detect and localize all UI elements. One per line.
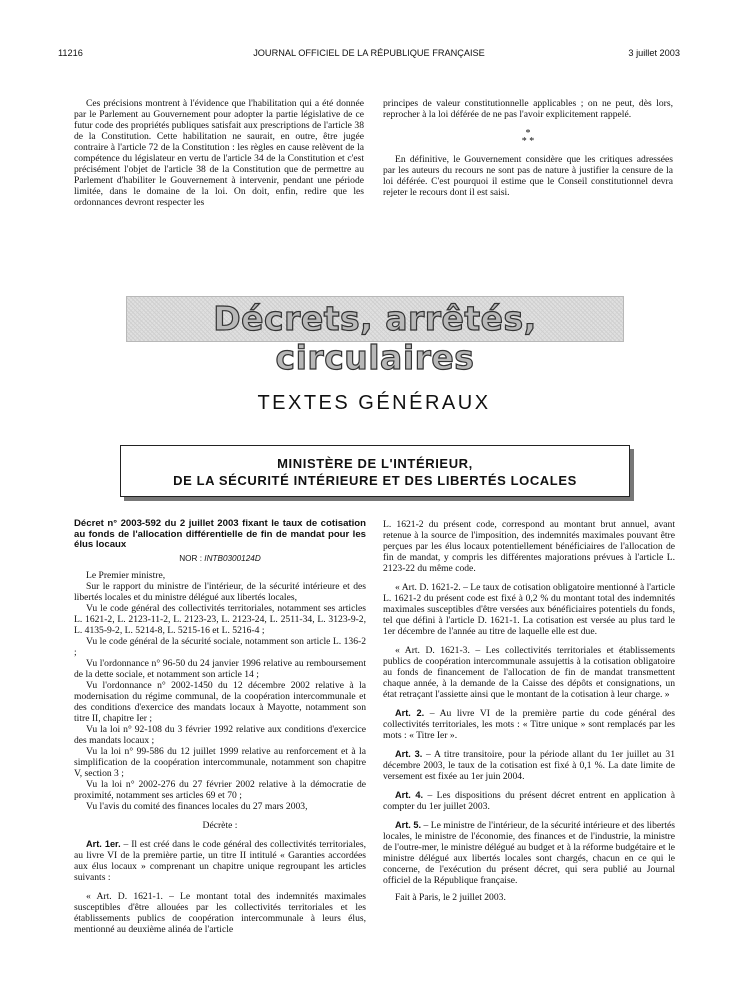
- paragraph: Vu l'avis du comité des finances locales du 27 mars 2003,: [86, 800, 308, 812]
- decree-right-column: [383, 519, 675, 903]
- article-5-label: Art. 5.: [395, 820, 422, 830]
- article-1: [74, 839, 366, 883]
- paragraph: Vu la loi n° 2002-276 du 27 février 2002 relative à la démocratie de proximité, notamment ses articles 69 et 70 ;: [74, 778, 366, 801]
- paragraph: Vu le code général des collectivités territoriales, notamment ses articles L. 1621-2, L. 2123-11-2, L. 2123-23, L. 2123-24, L. 2511-34, L. 3123-9-2, L. 4135-9-2, L. 5214-8, L. 5215-16 et L. 5216-4 ;: [74, 602, 366, 636]
- page-number: 11216: [58, 48, 83, 58]
- paragraph: En définitive, le Gouvernement considère que les critiques adressées par les auteurs du recours ne sont pas de nature à justifier la censure de la loi déférée. C'est pourquoi il estime que le Conseil constitutionnel devra rejeter le recours dont il est saisi.: [383, 154, 673, 198]
- article-d1621-1: « Art. D. 1621-1. – Le montant total des indemnités maximales susceptibles d'être allouées par les collectivités territoriales et les établissements publics de coopération intercommunale à leurs élus, mentionné au deuxième alinéa de l'article: [74, 890, 366, 935]
- top-right-column: [383, 98, 673, 198]
- paragraph: Le Premier ministre,: [86, 569, 166, 581]
- section-title: TEXTES GÉNÉRAUX: [257, 392, 491, 414]
- page-header: [58, 48, 680, 62]
- paragraph: Vu le code général de la sécurité sociale, notamment son article L. 136-2 ;: [74, 635, 366, 658]
- article-5: [383, 820, 675, 886]
- article-1-label: Art. 1er.: [86, 838, 121, 849]
- paragraph: Vu l'ordonnance n° 2002-1450 du 12 décembre 2002 relative à la modernisation du régime communal, de la coopération intercommunale et des conditions d'exercice des mandats locaux à Mayotte, notamment son titre II, chapitre Ier ;: [74, 679, 366, 724]
- article-3-label: Art. 3.: [395, 749, 423, 759]
- article-2-text: – Au livre VI de la première partie du code général des collectivités territoriales, les mots : « Titre unique » sont remplacés par les mots : « Titre Ier ».: [383, 708, 675, 741]
- nor-value: INTB0300124D: [204, 553, 261, 563]
- article-d1621-2: « Art. D. 1621-2. – Le taux de cotisation obligatoire mentionné à l'article L. 1621-2 du présent code est fixé à 0,2 % du montant total des indemnités maximales susceptibles d'être versées aux bénéficiaires potentiels du fonds, tel que défini à l'article D. 1621-1. La cotisation est versée au plus tard le 1er décembre de l'année au titre de laquelle elle est due.: [383, 582, 675, 637]
- decree-left-column: [74, 519, 366, 935]
- banner-title: Décrets, arrêtés, circulaires: [213, 299, 537, 377]
- paragraph: Sur le rapport du ministre de l'intérieur, de la sécurité intérieure et des libertés locales et du ministre délégué aux libertés locales,: [74, 580, 366, 603]
- nor-label: NOR :: [179, 553, 203, 563]
- paragraph: L. 1621-2 du présent code, correspond au montant brut annuel, avant retenue à la source de l'imposition, des indemnités maximales pouvant être perçues par les élus locaux potentiellement bénéficiaires de l'allocation de fin de mandat, y compris les différentes majorations prévues à l'article L. 2123-22 du même code.: [383, 519, 675, 574]
- journal-title: JOURNAL OFFICIEL DE LA RÉPUBLIQUE FRANÇAISE: [253, 48, 485, 58]
- nor-reference: [74, 553, 366, 564]
- paragraph: Vu l'ordonnance n° 96-50 du 24 janvier 1996 relative au remboursement de la dette sociale, et notamment son article 14 ;: [74, 657, 366, 680]
- article-3: [383, 749, 675, 782]
- paragraph: principes de valeur constitutionnelle applicables ; on ne peut, dès lors, reprocher à la loi déférée de ne pas l'avoir explicitement rappelé.: [383, 98, 673, 120]
- ministry-line-2: DE LA SÉCURITÉ INTÉRIEURE ET DES LIBERTÉS LOCALES: [173, 473, 577, 488]
- paragraph: Vu la loi n° 99-586 du 12 juillet 1999 relative au renforcement et à la simplification de la coopération intercommunale, notamment son chapitre V, section 3 ;: [74, 745, 366, 779]
- article-4-text: – Les dispositions du présent décret entrent en application à compter du 1er juillet 2003.: [383, 790, 675, 812]
- ministry-line-1: MINISTÈRE DE L'INTÉRIEUR,: [277, 456, 473, 471]
- section-banner: [126, 296, 624, 377]
- decree-title: Décret n° 2003-592 du 2 juillet 2003 fixant le taux de cotisation au fonds de l'allocation différentielle de fin de mandat pour les élus locaux: [74, 518, 366, 550]
- paragraph: Ces précisions montrent à l'évidence que l'habilitation qui a été donnée par le Parlement au Gouvernement pour adopter la partie législative de ce futur code des propriétés publiques satisfait aux prescriptions de l'article 38 de la Constitution. Cette habilitation ne saurait, en outre, être jugée contraire à l'article 72 de la Constitution : les règles en cause relèvent de la compétence du législateur en vertu de l'article 34 de la Constitution et c'est précisément l'objet de l'article 38 de la Constitution que de permettre au Parlement d'habiliter le Gouvernement à intervenir, pendant une période limitée, dans le domaine de la loi. On doit, enfin, redire que les ordonnances devront respecter les: [74, 98, 364, 208]
- decrete-label: Décrète :: [202, 819, 238, 831]
- article-1-text: – Il est créé dans le code général des collectivités territoriales, au livre VI de la première partie, un titre II intitulé « Garanties accordées aux élus locaux » comprenant un chapitre unique regroupant les articles suivants :: [74, 838, 366, 883]
- article-5-text: – Le ministre de l'intérieur, de la sécurité intérieure et des libertés locales, le ministre de l'économie, des finances et de l'industrie, la ministre de l'outre-mer, le ministre délégué au budget et à la réforme budgétaire et le ministre délégué aux libertés locales sont chargés, chacun en ce qui le concerne, de l'exécution du présent décret, qui sera publié au Journal officiel de la République française.: [383, 820, 675, 886]
- star-top: *: [525, 128, 531, 139]
- star-bottom: * *: [521, 136, 535, 147]
- ministry-box: [120, 445, 630, 497]
- article-2: [383, 708, 675, 741]
- article-4: [383, 790, 675, 812]
- article-2-label: Art. 2.: [395, 708, 425, 718]
- article-d1621-3: « Art. D. 1621-3. – Les collectivités territoriales et établissements publics de coopération intercommunale assujettis à la cotisation obligatoire au fonds de financement de l'allocation de fin de mandat transmettent chaque année, à la demande de la Caisse des dépôts et consignations, un état retraçant l'assiette ainsi que le montant de la cotisation à leur charge. »: [383, 645, 675, 700]
- article-4-label: Art. 4.: [395, 790, 424, 800]
- issue-date: 3 juillet 2003: [628, 48, 680, 58]
- separator-stars: [383, 130, 673, 146]
- signature-line: Fait à Paris, le 2 juillet 2003.: [395, 892, 506, 903]
- top-left-column: [74, 98, 364, 208]
- paragraph: Vu la loi n° 92-108 du 3 février 1992 relative aux conditions d'exercice des mandats locaux ;: [74, 723, 366, 746]
- article-3-text: – A titre transitoire, pour la période allant du 1er juillet au 31 décembre 2003, le taux de la cotisation est fixé à 0,1 %. La date limite de versement est fixée au 1er juin 2004.: [383, 749, 675, 782]
